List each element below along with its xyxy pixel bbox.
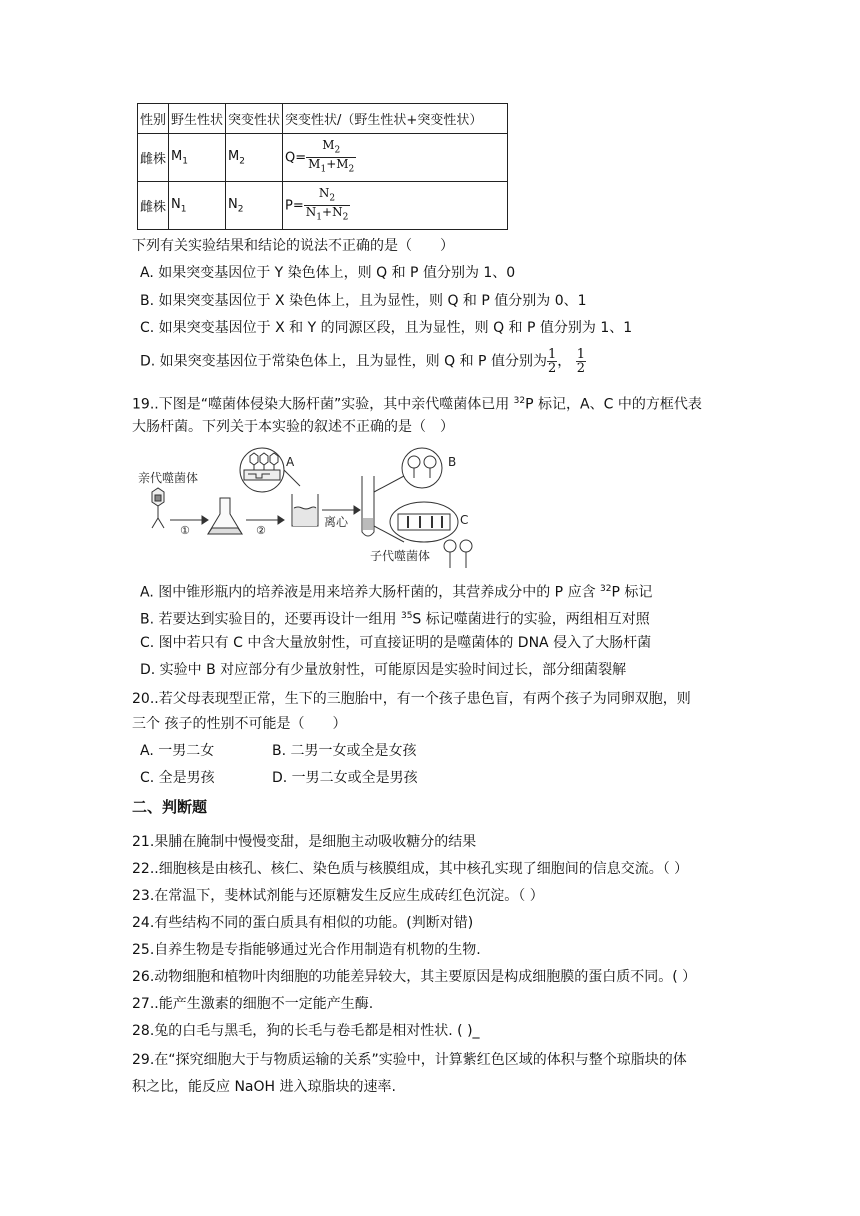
flask-icon — [208, 498, 242, 534]
q29-line2: 积之比，能反应 NaOH 进入琼脂块的速率. — [132, 1079, 396, 1095]
fraction-q: $\frac{M_2}{M_1+M_2}$ — [308, 137, 355, 175]
data-table — [137, 103, 508, 230]
label-parent-phage: 亲代噬菌体 — [138, 471, 199, 485]
q20-option-c: C. 全是男孩 — [140, 770, 215, 786]
th-wild: 野生性状 — [169, 104, 226, 134]
phage-experiment-figure — [132, 446, 482, 576]
judge-item-27: 27..能产生激素的细胞不一定能产生酶. — [132, 996, 374, 1012]
cell-sex-1: 雌株 — [138, 134, 169, 182]
label-step2: ② — [256, 524, 266, 537]
q18-stem: 下列有关实验结果和结论的说法不正确的是（ ） — [132, 238, 454, 254]
q19-option-a: A. 图中锥形瓶内的培养液是用来培养大肠杆菌的，其营养成分中的 P 应含 $^{32}$P 标记 — [140, 584, 653, 601]
q19-option-d: D. 实验中 B 对应部分有少量放射性，可能原因是实验时间过长，部分细菌裂解 — [140, 662, 627, 678]
beaker-icon — [292, 494, 318, 526]
ellipse-c-icon — [390, 502, 458, 542]
q18-option-d: D. 如果突变基因位于常染色体上，且为显性，则 Q 和 P 值分别为 $\frac{1}{2}$ ， $\frac{1}{2}$ — [140, 347, 585, 376]
judge-item-26: 26.动物细胞和植物叶肉细胞的功能差异较大，其主要原因是构成细胞膜的蛋白质不同。( ） — [132, 969, 697, 985]
q18-option-b: B. 如果突变基因位于 X 染色体上，且为显性，则 Q 和 P 值分别为 0、1 — [140, 293, 587, 309]
label-centrifuge: 离心 — [324, 515, 349, 529]
label-step1: ① — [180, 524, 190, 537]
label-a: A — [286, 455, 295, 469]
section-heading-judgement: 二、判断题 — [132, 798, 208, 816]
cell-sex-2: 雌株 — [138, 182, 169, 230]
half-fraction-1: $\frac{1}{2}$ — [547, 347, 557, 376]
cell-wild-1: $M_1$ — [169, 134, 226, 182]
circle-b-icon — [402, 448, 442, 488]
cell-wild-2: $N_1$ — [169, 182, 226, 230]
q19-line1: 19..下图是“噬菌体侵染大肠杆菌”实验，其中亲代噬菌体已用 $^{32}$P 标记，A、C 中的方框代表 — [132, 396, 702, 413]
q20-option-a: A. 一男二女 — [140, 743, 215, 759]
parent-phage-icon — [152, 488, 164, 528]
judge-item-28: 28.兔的白毛与黑毛，狗的长毛与卷毛都是相对性状. ( )_ — [132, 1023, 480, 1039]
judge-item-22: 22..细胞核是由核孔、核仁、染色质与核膜组成，其中核孔实现了细胞间的信息交流。（ ） — [132, 861, 689, 877]
cell-ratio-2: P= $\frac{N_2}{N_1+N_2}$ — [283, 182, 508, 230]
cell-mut-2: $N_2$ — [226, 182, 283, 230]
half-fraction-2: $\frac{1}{2}$ — [576, 347, 585, 376]
judge-item-25: 25.自养生物是专指能够通过光合作用制造有机物的生物. — [132, 942, 481, 958]
judge-item-24: 24.有些结构不同的蛋白质具有相似的功能。(判断对错) — [132, 915, 474, 931]
q29-line1: 29.在“探究细胞大于与物质运输的关系”实验中，计算紫红色区域的体积与整个琼脂块的体 — [132, 1052, 687, 1068]
label-b: B — [448, 455, 457, 469]
q19-option-c: C. 图中若只有 C 中含大量放射性，可直接证明的是噬菌体的 DNA 侵入了大肠杆菌 — [140, 635, 652, 651]
th-mutant: 突变性状 — [226, 104, 283, 134]
q19-line2: 大肠杆菌。下列关于本实验的叙述不正确的是（ ） — [132, 419, 454, 435]
q20-option-b: B. 二男一女或全是女孩 — [272, 743, 417, 759]
q20-line1: 20..若父母表现型正常，生下的三胞胎中，有一个孩子患色盲，有两个孩子为同卵双胞，则 — [132, 691, 691, 707]
q19-option-b: B. 若要达到实验目的，还要再设计一组用 $^{35}$S 标记噬菌进行的实验，两组相互对照 — [140, 611, 650, 628]
fraction-p: $\frac{N_2}{N_1+N_2}$ — [305, 185, 349, 223]
cell-ratio-1: Q= $\frac{M_2}{M_1+M_2}$ — [283, 134, 508, 182]
q18-option-c: C. 如果突变基因位于 X 和 Y 的同源区段，且为显性，则 Q 和 P 值分别为 1、1 — [140, 320, 633, 336]
th-sex: 性别 — [138, 104, 169, 134]
child-phage-icon — [444, 540, 472, 568]
cell-mut-1: $M_2$ — [226, 134, 283, 182]
label-c: C — [460, 513, 469, 527]
q18-option-a: A. 如果突变基因位于 Y 染色体上，则 Q 和 P 值分别为 1、0 — [140, 265, 516, 281]
label-child-phage: 子代噬菌体 — [370, 549, 431, 563]
q20-option-d: D. 一男二女或全是男孩 — [272, 770, 418, 786]
judge-item-23: 23.在常温下，斐林试剂能与还原糖发生反应生成砖红色沉淀。（ ） — [132, 888, 544, 904]
th-ratio: 突变性状/（野生性状+突变性状） — [283, 104, 508, 134]
q20-line2: 三个 孩子的性别不可能是（ ） — [132, 716, 347, 732]
judge-item-21: 21.果脯在腌制中慢慢变甜，是细胞主动吸收糖分的结果 — [132, 834, 477, 850]
